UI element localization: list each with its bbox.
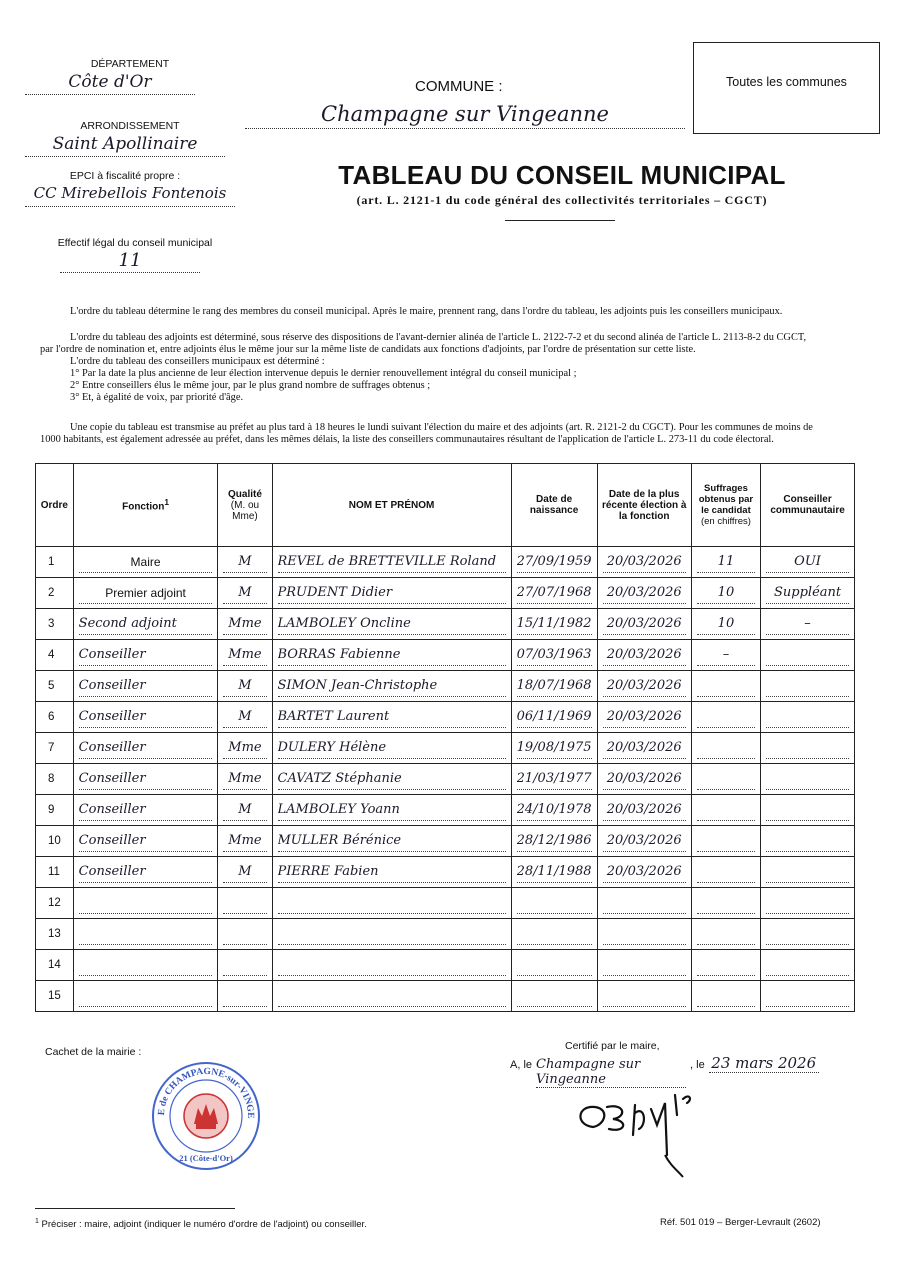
commune-label: COMMUNE : — [415, 78, 503, 95]
table-row — [36, 764, 855, 795]
row-naissance — [511, 547, 597, 578]
table-row — [36, 981, 855, 1012]
row-suffrages — [691, 671, 760, 702]
para-7a: Une copie du tableau est transmise au préfet au plus tard à 18 heures le lundi suivant l'élection du maire et des adjoints (art. R. 2121-2 du CGCT). Pour les communes de moins de — [70, 422, 813, 433]
row-communautaire — [761, 919, 855, 950]
row-nom — [272, 764, 511, 795]
epci-label: EPCI à fiscalité propre : — [69, 170, 181, 182]
row-nom — [272, 578, 511, 609]
row-communautaire-value — [766, 800, 849, 821]
row-ordre: 13 — [36, 919, 74, 950]
row-communautaire — [761, 888, 855, 919]
row-naissance-value: 24/10/1978 — [517, 800, 592, 821]
row-communautaire-value — [766, 676, 849, 697]
row-naissance-value — [517, 893, 592, 914]
row-qualite — [218, 671, 272, 702]
row-suffrages — [691, 764, 760, 795]
table-row — [36, 671, 855, 702]
row-qualite-value — [223, 924, 266, 945]
row-communautaire-value: Suppléant — [766, 583, 849, 604]
row-ordre: 6 — [36, 702, 74, 733]
row-election-value: 20/03/2026 — [603, 738, 686, 759]
row-suffrages-value — [697, 676, 755, 697]
svg-text:MAIRIE de CHAMPAGNE-sur-VINGEA: E de CHAMPAGNE-sur-VINGE — [156, 1066, 256, 1119]
para-2b: par l'ordre de nomination et, entre adjoints élus le même jour sur la même liste de candidats aux fonctions d'adjoints, par l'ordre de présentation sur cette liste. — [40, 344, 696, 355]
row-fonction-value: Conseiller — [79, 676, 213, 697]
row-fonction-value: Conseiller — [79, 862, 213, 883]
row-fonction — [73, 826, 218, 857]
row-suffrages — [691, 702, 760, 733]
row-communautaire-value — [766, 769, 849, 790]
row-fonction-value — [79, 986, 213, 1007]
row-suffrages-value — [697, 707, 755, 728]
row-fonction — [73, 857, 218, 888]
row-ordre: 12 — [36, 888, 74, 919]
row-nom-value: LAMBOLEY Yoann — [278, 800, 506, 821]
row-suffrages-value: 10 — [697, 614, 755, 635]
row-fonction — [73, 578, 218, 609]
effectif-label: Effectif légal du conseil municipal — [57, 237, 213, 249]
row-nom — [272, 547, 511, 578]
row-qualite-value — [223, 893, 266, 914]
row-fonction-value: Conseiller — [79, 707, 213, 728]
row-fonction-value: Conseiller — [79, 645, 213, 666]
row-suffrages-value: 10 — [697, 583, 755, 604]
row-qualite-value: Mme — [223, 645, 266, 666]
row-qualite-value: M — [223, 552, 266, 573]
row-naissance-value: 18/07/1968 — [517, 676, 592, 697]
signature-icon — [565, 1085, 755, 1180]
row-communautaire — [761, 826, 855, 857]
col-nom: NOM ET PRÉNOM — [272, 464, 511, 547]
row-ordre: 15 — [36, 981, 74, 1012]
row-naissance-value: 06/11/1969 — [517, 707, 592, 728]
row-election — [597, 919, 691, 950]
row-communautaire — [761, 857, 855, 888]
row-ordre: 4 — [36, 640, 74, 671]
para-7b: 1000 habitants, est également adressée au préfet, dans les mêmes délais, la liste des conseillers communautaires résultant de l'application de l'article L. 273-11 du code électoral. — [40, 434, 774, 445]
table-row — [36, 795, 855, 826]
row-naissance-value: 28/12/1986 — [517, 831, 592, 852]
row-suffrages — [691, 578, 760, 609]
row-election — [597, 857, 691, 888]
row-election-value — [603, 893, 686, 914]
row-nom-value: SIMON Jean-Christophe — [278, 676, 506, 697]
row-communautaire — [761, 950, 855, 981]
row-nom-value: PRUDENT Didier — [278, 583, 506, 604]
row-nom — [272, 826, 511, 857]
row-nom — [272, 888, 511, 919]
arrondissement-value: Saint Apollinaire — [25, 134, 225, 157]
row-qualite-value: Mme — [223, 769, 266, 790]
row-communautaire — [761, 795, 855, 826]
row-qualite — [218, 609, 272, 640]
row-nom — [272, 981, 511, 1012]
row-suffrages-value — [697, 924, 755, 945]
row-naissance-value — [517, 955, 592, 976]
commune-value: Champagne sur Vingeanne — [245, 102, 685, 129]
a-le-label: A, le — [510, 1059, 533, 1071]
row-communautaire-value — [766, 707, 849, 728]
col-naissance: Date de naissance — [511, 464, 597, 547]
page-subtitle: (art. L. 2121-1 du code général des collectivités territoriales – CGCT) — [356, 193, 768, 207]
row-qualite-value: M — [223, 800, 266, 821]
row-naissance-value: 27/07/1968 — [517, 583, 592, 604]
table-row — [36, 733, 855, 764]
mairie-stamp — [150, 1060, 262, 1172]
row-election-value: 20/03/2026 — [603, 707, 686, 728]
row-election — [597, 733, 691, 764]
row-fonction-value: Premier adjoint — [79, 583, 213, 604]
col-fonction: Fonction$^1$ — [73, 464, 218, 547]
para-6: 3° Et, à égalité de voix, par priorité d'âge. — [70, 392, 244, 403]
row-naissance-value: 07/03/1963 — [517, 645, 592, 666]
row-election-value: 20/03/2026 — [603, 614, 686, 635]
row-election-value: 20/03/2026 — [603, 676, 686, 697]
row-election-value — [603, 924, 686, 945]
row-qualite — [218, 702, 272, 733]
row-qualite-value — [223, 986, 266, 1007]
col-qualite: Qualité (M. ou Mme) — [218, 464, 272, 547]
row-naissance — [511, 888, 597, 919]
row-nom-value: DULERY Hélène — [278, 738, 506, 759]
para-5: 2° Entre conseillers élus le même jour, par le plus grand nombre de suffrages obtenus ; — [70, 380, 431, 391]
row-nom — [272, 671, 511, 702]
row-communautaire — [761, 671, 855, 702]
row-election-value: 20/03/2026 — [603, 583, 686, 604]
row-communautaire-value: OUI — [766, 552, 849, 573]
row-ordre: 11 — [36, 857, 74, 888]
row-ordre: 3 — [36, 609, 74, 640]
row-naissance — [511, 578, 597, 609]
row-communautaire — [761, 733, 855, 764]
signature-line — [510, 1054, 819, 1088]
row-naissance — [511, 826, 597, 857]
row-suffrages — [691, 981, 760, 1012]
row-election-value — [603, 986, 686, 1007]
row-qualite — [218, 981, 272, 1012]
row-communautaire — [761, 578, 855, 609]
row-qualite-value: Mme — [223, 738, 266, 759]
row-naissance — [511, 702, 597, 733]
row-nom — [272, 640, 511, 671]
row-election — [597, 950, 691, 981]
row-qualite — [218, 640, 272, 671]
row-fonction — [73, 702, 218, 733]
row-suffrages-value — [697, 800, 755, 821]
row-communautaire — [761, 640, 855, 671]
table-row — [36, 950, 855, 981]
row-qualite-value: Mme — [223, 614, 266, 635]
row-suffrages-value: – — [697, 645, 755, 666]
row-fonction-value — [79, 924, 213, 945]
row-ordre: 1 — [36, 547, 74, 578]
row-naissance-value — [517, 986, 592, 1007]
row-fonction — [73, 764, 218, 795]
title-divider — [505, 220, 615, 221]
row-naissance-value: 28/11/1988 — [517, 862, 592, 883]
row-nom — [272, 702, 511, 733]
table-row — [36, 578, 855, 609]
row-suffrages — [691, 919, 760, 950]
row-ordre: 10 — [36, 826, 74, 857]
row-election — [597, 578, 691, 609]
row-communautaire — [761, 764, 855, 795]
row-ordre: 8 — [36, 764, 74, 795]
row-naissance — [511, 609, 597, 640]
svg-text:21 (Côte-d'Or): 21 (Côte-d'Or) — [179, 1153, 233, 1163]
row-nom-value: PIERRE Fabien — [278, 862, 506, 883]
certifie-label: Certifié par le maire, — [565, 1040, 660, 1052]
row-suffrages — [691, 733, 760, 764]
row-election — [597, 547, 691, 578]
row-nom — [272, 950, 511, 981]
row-ordre: 9 — [36, 795, 74, 826]
row-qualite — [218, 795, 272, 826]
table-row — [36, 640, 855, 671]
row-nom-value: BARTET Laurent — [278, 707, 506, 728]
page-title: TABLEAU DU CONSEIL MUNICIPAL — [338, 160, 786, 190]
row-qualite — [218, 733, 272, 764]
row-nom-value — [278, 893, 506, 914]
row-nom — [272, 609, 511, 640]
row-fonction — [73, 609, 218, 640]
arrondissement-label: ARRONDISSEMENT — [80, 120, 180, 132]
row-suffrages — [691, 888, 760, 919]
row-election — [597, 671, 691, 702]
row-naissance-value: 19/08/1975 — [517, 738, 592, 759]
row-naissance-value: 21/03/1977 — [517, 769, 592, 790]
reference: Réf. 501 019 – Berger-Levrault (2602) — [660, 1217, 821, 1228]
row-suffrages-value — [697, 893, 755, 914]
footnote-divider — [35, 1208, 235, 1209]
row-fonction-value: Maire — [79, 552, 213, 573]
row-qualite — [218, 919, 272, 950]
mayor-signature — [565, 1085, 755, 1185]
row-communautaire-value — [766, 955, 849, 976]
row-suffrages-value — [697, 769, 755, 790]
council-table — [35, 463, 855, 1012]
row-suffrages — [691, 826, 760, 857]
row-qualite-value: M — [223, 583, 266, 604]
row-fonction — [73, 950, 218, 981]
row-suffrages — [691, 609, 760, 640]
row-qualite-value: M — [223, 862, 266, 883]
cachet-label: Cachet de la mairie : — [45, 1046, 142, 1058]
row-qualite — [218, 888, 272, 919]
row-naissance — [511, 795, 597, 826]
row-nom-value: MULLER Bérénice — [278, 831, 506, 852]
footnote: $^1$ Préciser : maire, adjoint (indiquer le numéro d'ordre de l'adjoint) ou conseiller. — [35, 1218, 367, 1231]
row-naissance — [511, 857, 597, 888]
col-suffrages: Suffrages obtenus par le candidat (en chiffres) — [691, 464, 760, 547]
row-nom-value: CAVATZ Stéphanie — [278, 769, 506, 790]
mairie-stamp-icon — [150, 1060, 262, 1172]
row-communautaire-value: – — [766, 614, 849, 635]
row-election-value: 20/03/2026 — [603, 769, 686, 790]
row-election — [597, 764, 691, 795]
row-fonction — [73, 733, 218, 764]
row-communautaire-value — [766, 738, 849, 759]
row-naissance — [511, 764, 597, 795]
row-qualite — [218, 578, 272, 609]
row-nom-value — [278, 924, 506, 945]
row-fonction — [73, 671, 218, 702]
row-fonction-value: Second adjoint — [79, 614, 213, 635]
table-row — [36, 547, 855, 578]
para-2a: L'ordre du tableau des adjoints est déterminé, sous réserve des dispositions de l'avant-dernier alinéa de l'article L. 2122-7-2 et du second alinéa de l'article L. 2113-8-2 du CGCT, — [70, 332, 807, 343]
row-election-value — [603, 955, 686, 976]
signature-place: Champagne sur Vingeanne — [536, 1057, 686, 1088]
row-ordre: 2 — [36, 578, 74, 609]
row-nom — [272, 795, 511, 826]
row-qualite — [218, 826, 272, 857]
row-nom-value — [278, 986, 506, 1007]
row-election — [597, 826, 691, 857]
communes-box-text: Toutes les communes — [726, 75, 847, 89]
row-election — [597, 609, 691, 640]
row-communautaire-value — [766, 986, 849, 1007]
row-suffrages-value — [697, 738, 755, 759]
row-fonction — [73, 640, 218, 671]
row-suffrages — [691, 547, 760, 578]
row-election — [597, 795, 691, 826]
row-suffrages — [691, 950, 760, 981]
row-suffrages-value: 11 — [697, 552, 755, 573]
row-fonction-value — [79, 893, 213, 914]
table-row — [36, 609, 855, 640]
row-election-value: 20/03/2026 — [603, 552, 686, 573]
table-row — [36, 857, 855, 888]
row-fonction-value: Conseiller — [79, 738, 213, 759]
row-ordre: 5 — [36, 671, 74, 702]
row-suffrages-value — [697, 831, 755, 852]
row-nom — [272, 733, 511, 764]
row-communautaire — [761, 609, 855, 640]
row-communautaire-value — [766, 924, 849, 945]
col-election: Date de la plus récente élection à la fonction — [597, 464, 691, 547]
row-communautaire-value — [766, 862, 849, 883]
table-row — [36, 702, 855, 733]
row-election-value: 20/03/2026 — [603, 800, 686, 821]
row-fonction-value: Conseiller — [79, 831, 213, 852]
row-election-value: 20/03/2026 — [603, 645, 686, 666]
row-naissance-value — [517, 924, 592, 945]
row-election — [597, 981, 691, 1012]
row-nom — [272, 919, 511, 950]
row-qualite — [218, 950, 272, 981]
row-communautaire — [761, 702, 855, 733]
row-fonction-value — [79, 955, 213, 976]
row-suffrages — [691, 640, 760, 671]
epci-value: CC Mirebellois Fontenois — [25, 184, 235, 207]
row-fonction — [73, 919, 218, 950]
le-label: , le — [690, 1059, 705, 1071]
row-nom-value: LAMBOLEY Oncline — [278, 614, 506, 635]
col-conseiller: Conseiller communautaire — [761, 464, 855, 547]
row-qualite-value: Mme — [223, 831, 266, 852]
row-nom-value: REVEL de BRETTEVILLE Roland — [278, 552, 506, 573]
row-qualite-value: M — [223, 707, 266, 728]
table-row — [36, 919, 855, 950]
table-row — [36, 826, 855, 857]
row-naissance — [511, 640, 597, 671]
row-communautaire-value — [766, 645, 849, 666]
row-nom-value — [278, 955, 506, 976]
row-suffrages-value — [697, 986, 755, 1007]
row-nom — [272, 857, 511, 888]
row-naissance — [511, 981, 597, 1012]
row-naissance — [511, 733, 597, 764]
row-naissance — [511, 950, 597, 981]
row-suffrages-value — [697, 955, 755, 976]
row-nom-value: BORRAS Fabienne — [278, 645, 506, 666]
para-4: 1° Par la date la plus ancienne de leur élection intervenue depuis le dernier renouvellement intégral du conseil municipal ; — [70, 368, 577, 379]
effectif-value: 11 — [60, 250, 200, 273]
row-election — [597, 888, 691, 919]
row-qualite — [218, 547, 272, 578]
row-communautaire-value — [766, 893, 849, 914]
departement-label: DÉPARTEMENT — [90, 58, 170, 70]
row-election-value: 20/03/2026 — [603, 831, 686, 852]
col-ordre: Ordre — [36, 464, 74, 547]
row-election — [597, 640, 691, 671]
row-suffrages-value — [697, 862, 755, 883]
row-suffrages — [691, 795, 760, 826]
row-qualite — [218, 764, 272, 795]
row-fonction-value: Conseiller — [79, 769, 213, 790]
row-fonction-value: Conseiller — [79, 800, 213, 821]
row-ordre: 14 — [36, 950, 74, 981]
row-naissance — [511, 919, 597, 950]
row-communautaire — [761, 981, 855, 1012]
row-election — [597, 702, 691, 733]
row-qualite — [218, 857, 272, 888]
row-fonction — [73, 981, 218, 1012]
row-fonction — [73, 547, 218, 578]
row-suffrages — [691, 857, 760, 888]
row-qualite-value — [223, 955, 266, 976]
row-communautaire-value — [766, 831, 849, 852]
row-ordre: 7 — [36, 733, 74, 764]
row-fonction — [73, 795, 218, 826]
table-row — [36, 888, 855, 919]
row-fonction — [73, 888, 218, 919]
row-communautaire — [761, 547, 855, 578]
table-header-row — [36, 464, 855, 547]
communes-box — [693, 42, 880, 134]
para-3: L'ordre du tableau des conseillers municipaux est déterminé : — [70, 356, 325, 367]
row-qualite-value: M — [223, 676, 266, 697]
row-naissance-value: 15/11/1982 — [517, 614, 592, 635]
para-1: L'ordre du tableau détermine le rang des membres du conseil municipal. Après le maire, prennent rang, dans l'ordre du tableau, les adjoints puis les conseillers municipaux. — [70, 306, 783, 317]
row-election-value: 20/03/2026 — [603, 862, 686, 883]
departement-value: Côte d'Or — [25, 72, 195, 95]
row-naissance-value: 27/09/1959 — [517, 552, 592, 573]
signature-date: 23 mars 2026 — [709, 1054, 819, 1073]
row-naissance — [511, 671, 597, 702]
